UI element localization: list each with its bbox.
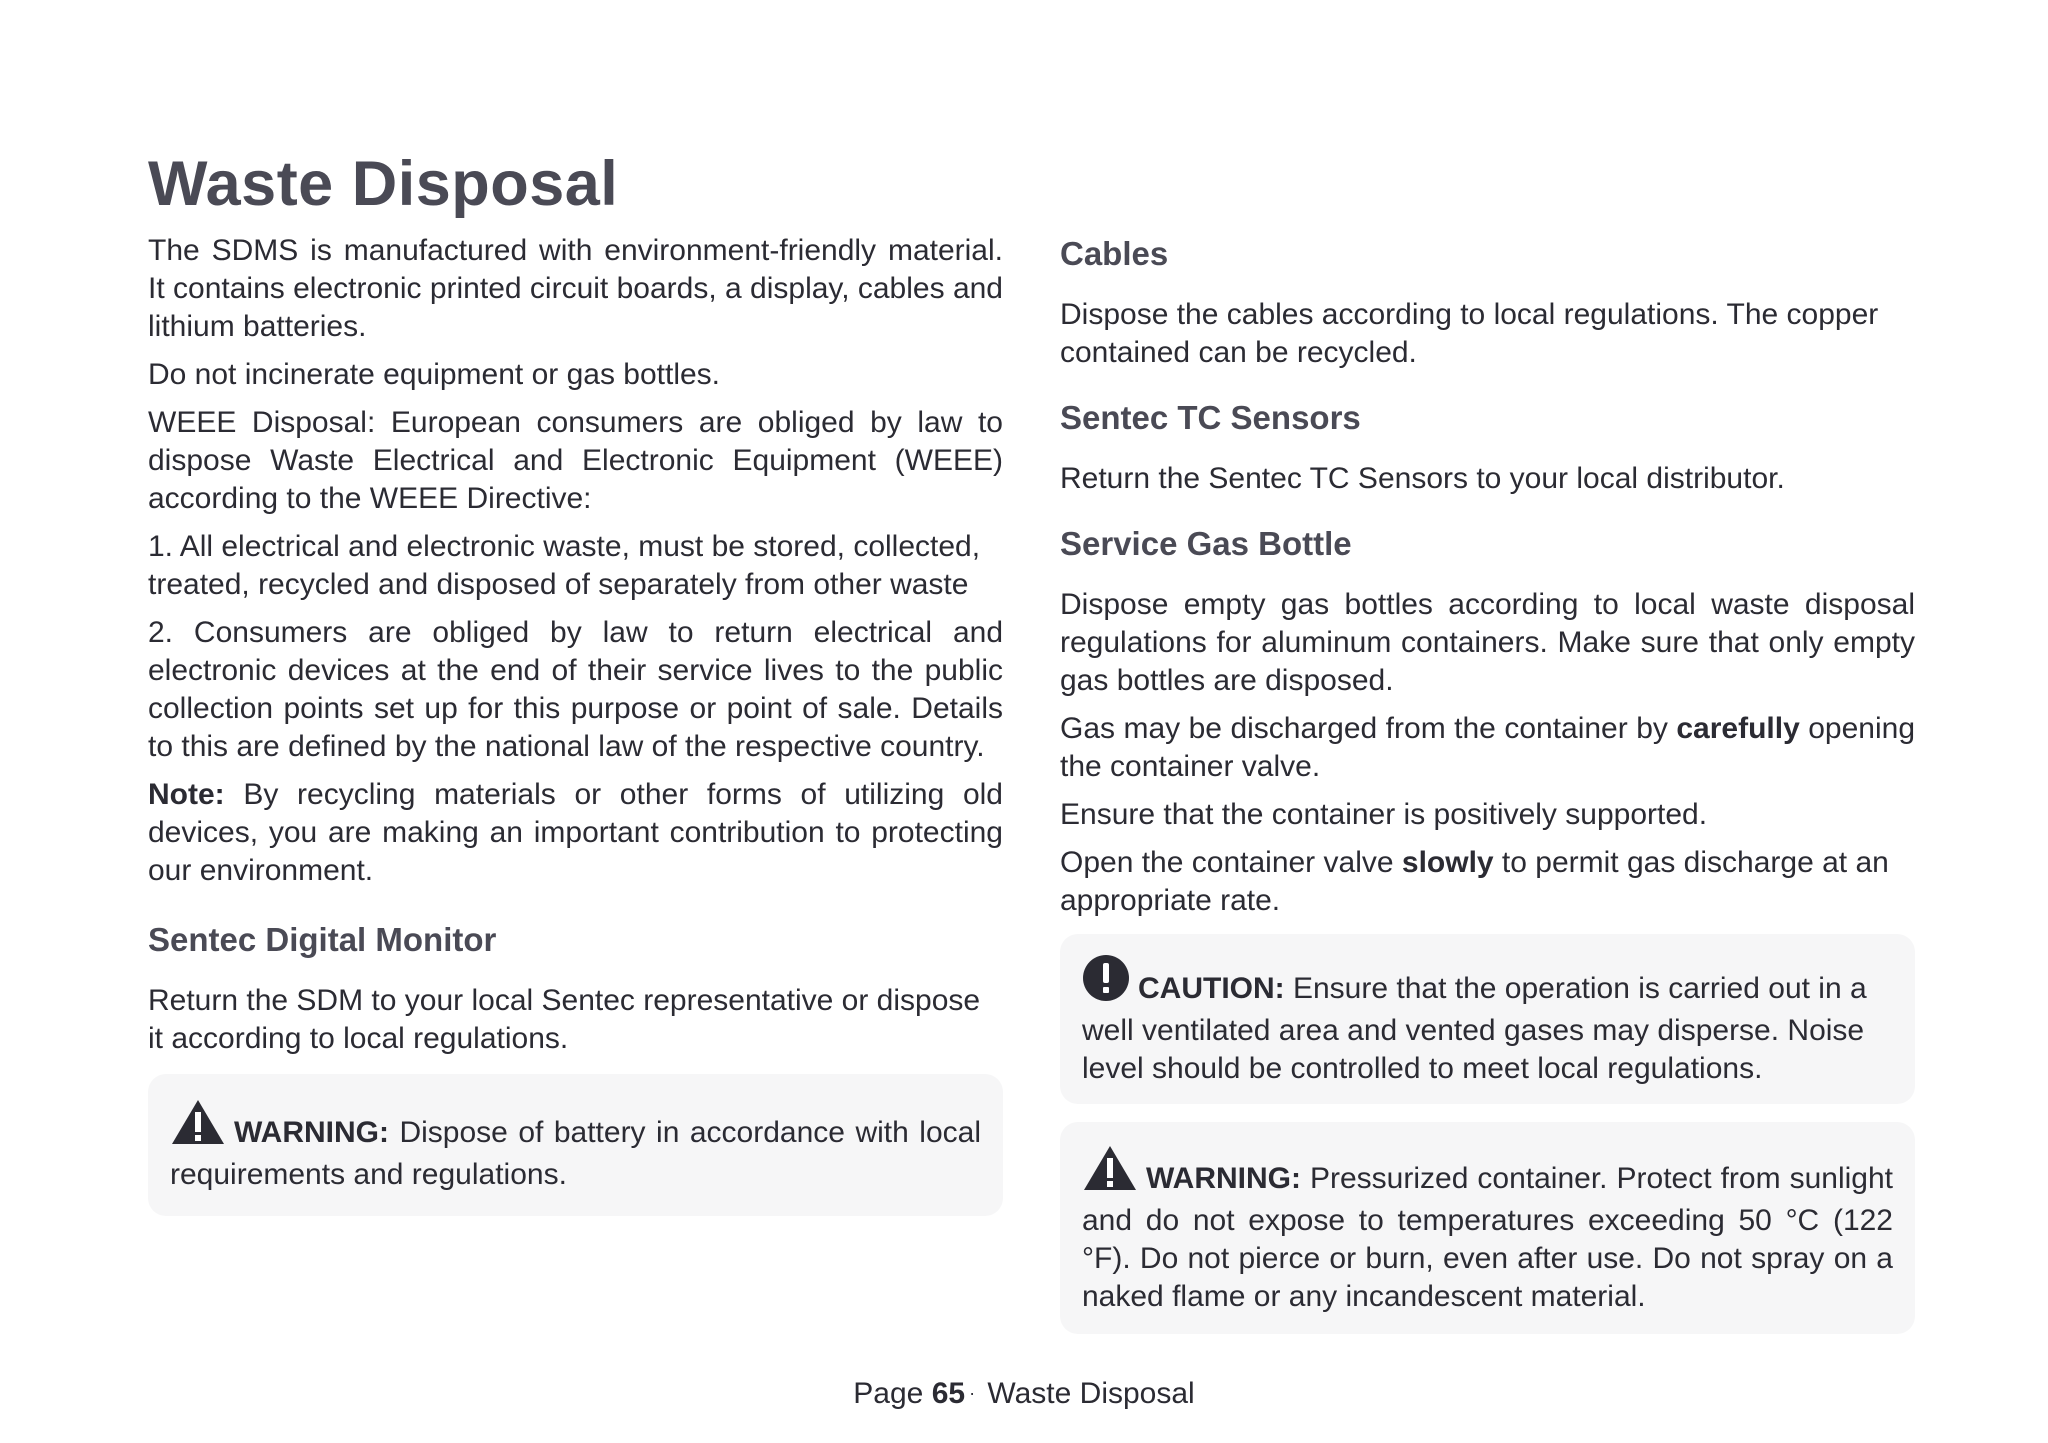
sensors-heading: Sentec TC Sensors: [1060, 399, 1361, 436]
carefully-emphasis: carefully: [1676, 712, 1800, 745]
warning2-text: Pressurized container. Protect from sunlight and do not expose to temperatures exceeding 50 °C (122 °F). Do not pierce or burn, even after use. Do not spray on a naked flame or any incandescent material.: [1082, 1162, 1893, 1313]
gas-paragraph-2-b: opening the container valve.: [1060, 712, 1916, 783]
sensors-paragraph: Return the Sentec TC Sensors to your local distributor.: [1060, 462, 1785, 495]
caution-box: [1060, 934, 1915, 1104]
warning-triangle-icon: [1082, 1144, 1138, 1202]
note-paragraph: [148, 776, 1003, 890]
caution-body: Ensure that the operation is carried out in a well ventilated area and vented gases may disperse. Noise level should be controlled to meet local regulations.: [1082, 972, 1867, 1085]
gas-paragraph-2: [1060, 710, 1915, 786]
pressure-warning-text: [1082, 1144, 1893, 1316]
cables-paragraph: Dispose the cables according to local regulations. The copper contained can be recycled.: [1060, 298, 1879, 369]
gas-paragraph-4-a: Open the container valve: [1060, 846, 1402, 879]
weee-item-1: 1. All electrical and electronic waste, must be stored, collected, treated, recycled and disposed of separately from other waste: [148, 530, 981, 601]
left-column: [148, 232, 1003, 1216]
intro-paragraph: The SDMS is manufactured with environment-friendly material. It contains electronic printed circuit boards, a display, cables and lithium batteries.: [148, 234, 1003, 343]
no-incinerate-paragraph: Do not incinerate equipment or gas bottles.: [148, 358, 721, 391]
footer-separator: ·: [969, 1383, 976, 1403]
footer-page-number: 65: [931, 1377, 966, 1410]
gas-paragraph-4: [1060, 844, 1915, 920]
warning-text: Dispose of battery in accordance with local requirements and regulations.: [170, 1116, 981, 1191]
sdm-heading: Sentec Digital Monitor: [148, 921, 497, 958]
pressure-warning-box: [1060, 1122, 1915, 1334]
page-title: Waste Disposal: [148, 149, 619, 219]
caution-label: CAUTION:: [1138, 972, 1285, 1005]
caution-exclamation-icon: [1082, 954, 1130, 1012]
warning-triangle-icon: [170, 1098, 226, 1156]
gas-paragraph-1: Dispose empty gas bottles according to local waste disposal regulations for aluminum containers. Make sure that only empty gas bottles are disposed.: [1060, 588, 1915, 697]
warning2-label: WARNING:: [1146, 1162, 1301, 1195]
footer-section: Waste Disposal: [987, 1377, 1195, 1410]
note-text: By recycling materials or other forms of utilizing old devices, you are making an important contribution to protecting our environment.: [148, 778, 1003, 887]
sdm-paragraph: Return the SDM to your local Sentec representative or dispose it according to local regulations.: [148, 984, 981, 1055]
cables-heading: Cables: [1060, 235, 1169, 272]
page-footer: [0, 1377, 2048, 1411]
right-column: [1060, 232, 1915, 1334]
warning-label: WARNING:: [234, 1116, 389, 1149]
gas-paragraph-2-a: Gas may be discharged from the container by: [1060, 712, 1677, 745]
weee-intro-paragraph: WEEE Disposal: European consumers are obliged by law to dispose Waste Electrical and Electronic Equipment (WEEE) according to the WEEE Directive:: [148, 406, 1003, 515]
battery-warning-box: [148, 1074, 1003, 1216]
footer-page-word: Page: [853, 1377, 924, 1410]
note-label: Note:: [148, 778, 225, 811]
gas-paragraph-3: Ensure that the container is positively supported.: [1060, 798, 1708, 831]
weee-item-2: 2. Consumers are obliged by law to return electrical and electronic devices at the end of their service lives to the public collection points set up for this purpose or point of sale. Details to this are defined by the national law of the respective country.: [148, 616, 1003, 763]
gas-paragraph-4-b: to permit gas discharge at an appropriate rate.: [1060, 846, 1889, 917]
caution-text: [1082, 954, 1893, 1088]
gas-bottle-heading: Service Gas Bottle: [1060, 525, 1352, 562]
battery-warning-text: [170, 1098, 981, 1194]
slowly-emphasis: slowly: [1401, 846, 1494, 879]
